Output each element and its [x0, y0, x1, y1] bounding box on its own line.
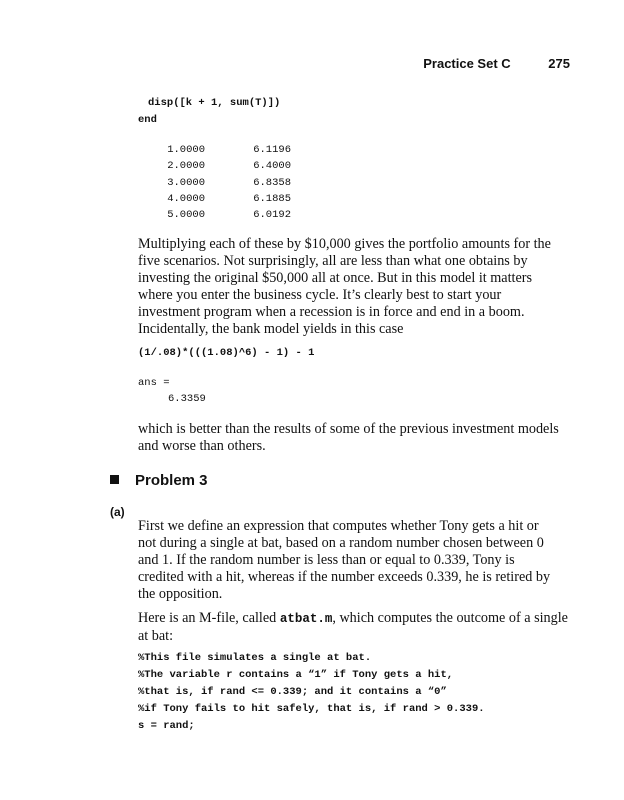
code-line: %The variable r contains a “1” if Tony gets a hit,	[138, 669, 454, 681]
text-line: at bat:	[138, 628, 174, 644]
text-line: and worse than others.	[138, 438, 266, 454]
results-row	[158, 142, 291, 158]
results-cell: 6.4000	[253, 160, 291, 173]
problem-title: Problem 3	[135, 472, 208, 489]
text-line: which is better than the results of some of the previous investment models	[138, 421, 559, 437]
text-line: credited with a hit, whereas if the number exceeds 0.339, he is retired by	[138, 569, 551, 585]
text-line	[138, 610, 572, 628]
part-label: (a)	[110, 505, 125, 519]
code-line: disp([k + 1, sum(T)])	[148, 97, 281, 109]
results-row	[158, 158, 291, 174]
results-row	[158, 175, 291, 191]
text-line: First we define an expression that computes whether Tony gets a hit or	[138, 518, 539, 534]
text-line: five scenarios. Not surprisingly, all are less than what one obtains by	[138, 253, 528, 269]
code-line: end	[138, 114, 157, 126]
text-line: investment program when a recession is in force and end in a boom.	[138, 304, 525, 320]
paragraph-mfile	[138, 610, 572, 645]
results-cell: 6.1196	[253, 144, 291, 157]
results-row	[158, 191, 291, 207]
ans-value: 6.3359	[168, 393, 206, 405]
results-cell: 4.0000	[167, 193, 205, 206]
text-line: Incidentally, the bank model yields in this case	[138, 321, 404, 337]
square-bullet-icon	[110, 475, 119, 484]
results-cell: 6.1885	[253, 193, 291, 206]
paragraph-definition	[138, 518, 572, 603]
text-line: not during a single at bat, based on a random number chosen between 0	[138, 535, 544, 551]
code-line: s = rand;	[138, 720, 195, 732]
code-line: %This file simulates a single at bat.	[138, 652, 372, 664]
text-line: the opposition.	[138, 586, 223, 602]
text-line: Multiplying each of these by $10,000 gives the portfolio amounts for the	[138, 236, 551, 252]
text-line: investing the original $50,000 all at once. But in this model it matters	[138, 270, 533, 286]
problem-heading	[110, 472, 208, 489]
text-line: where you enter the business cycle. It’s clearly best to start your	[138, 287, 502, 303]
results-row	[158, 207, 291, 223]
code-line: %that is, if rand <= 0.339; and it contains a “0”	[138, 686, 447, 698]
code-line: (1/.08)*(((1.08)^6) - 1) - 1	[138, 347, 315, 359]
results-cell: 2.0000	[167, 160, 205, 173]
running-header-title: Practice Set C	[423, 56, 511, 71]
results-cell: 6.8358	[253, 176, 291, 189]
text-run: Here is an M-file, called	[138, 610, 280, 626]
filename: atbat.m	[279, 612, 333, 626]
code-line: %if Tony fails to hit safely, that is, if rand > 0.339.	[138, 703, 485, 715]
page-number: 275	[548, 56, 570, 71]
text-run: , which computes the outcome of a single	[332, 610, 568, 626]
text-line: and 1. If the random number is less than or equal to 0.339, Tony is	[138, 552, 515, 568]
results-cell: 1.0000	[167, 144, 205, 157]
results-cell: 3.0000	[167, 176, 205, 189]
results-cell: 5.0000	[167, 209, 205, 222]
ans-label: ans =	[138, 377, 170, 389]
paragraph-portfolio	[138, 236, 572, 338]
paragraph-comparison	[138, 421, 572, 455]
results-table	[158, 142, 291, 223]
results-cell: 6.0192	[253, 209, 291, 222]
running-header	[423, 56, 570, 71]
